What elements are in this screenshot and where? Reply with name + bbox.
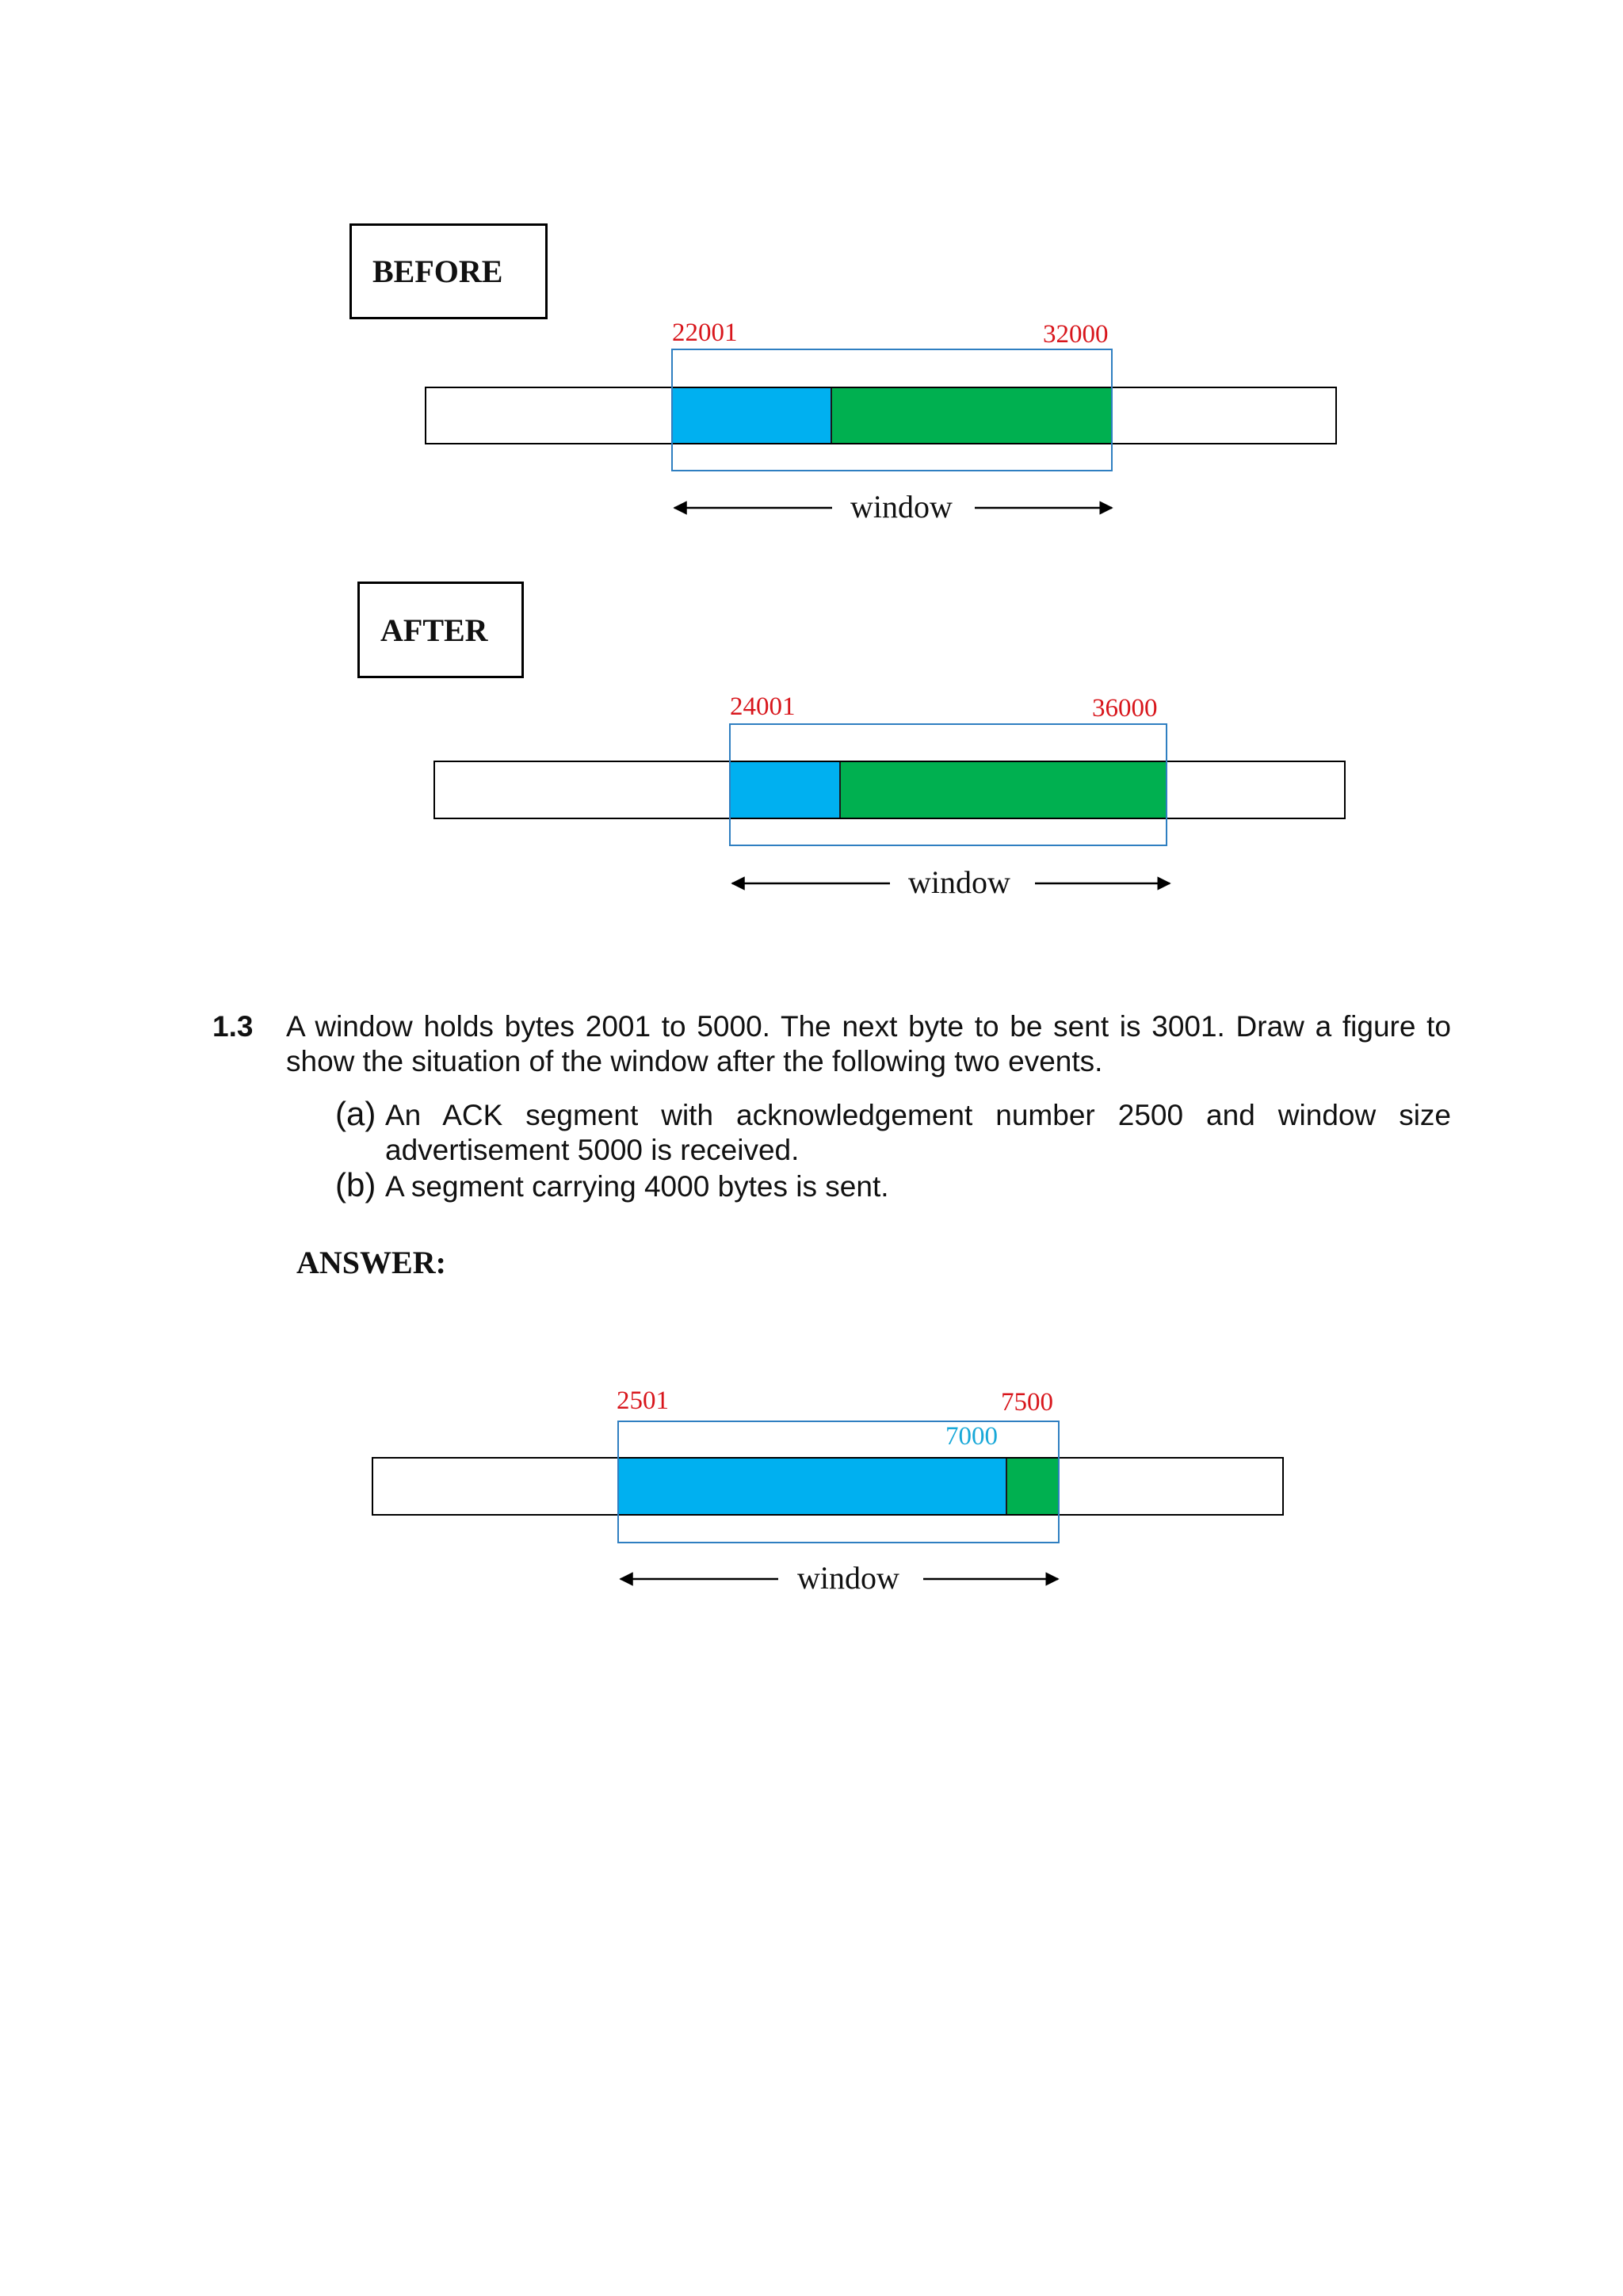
before-heading: BEFORE [349,223,548,319]
before-sent-segment [673,388,831,443]
after-window-label: window [908,864,1010,900]
after-heading: AFTER [357,582,524,678]
answer-window-start-label: 2501 [617,1386,669,1415]
after-usable-segment [839,762,1166,818]
before-window-start-label: 22001 [672,318,738,347]
question-item-b-letter: (b) [335,1166,376,1203]
before-window-label: window [850,489,953,524]
after-window-fill [731,762,1166,818]
answer-window-end-label: 7500 [1001,1388,1053,1417]
question-text: A window holds bytes 2001 to 5000. The next byte to be sent is 3001. Draw a figure to show the situation of the window after the following two events. [286,1010,1451,1077]
answer-window-label: window [797,1560,899,1596]
question-item-a-text: An ACK segment with acknowledgement number 2500 and window size advertisement 5000 is received. [385,1099,1451,1166]
question-item-a-letter: (a) [335,1095,376,1132]
after-sent-segment [731,762,839,818]
answer-sent-segment [619,1459,1006,1514]
question-item-b-text: A segment carrying 4000 bytes is sent. [385,1170,889,1203]
after-window-start-label: 24001 [730,692,796,721]
before-window-fill [673,388,1111,443]
answer-usable-segment [1006,1459,1058,1514]
answer-heading: ANSWER: [296,1245,446,1280]
before-window-end-label: 32000 [1043,320,1109,349]
answer-window-fill [619,1459,1058,1514]
after-window-end-label: 36000 [1092,694,1158,723]
answer-next-byte-label: 7000 [945,1422,998,1451]
question-number: 1.3 [212,1010,254,1043]
before-usable-segment [831,388,1111,443]
